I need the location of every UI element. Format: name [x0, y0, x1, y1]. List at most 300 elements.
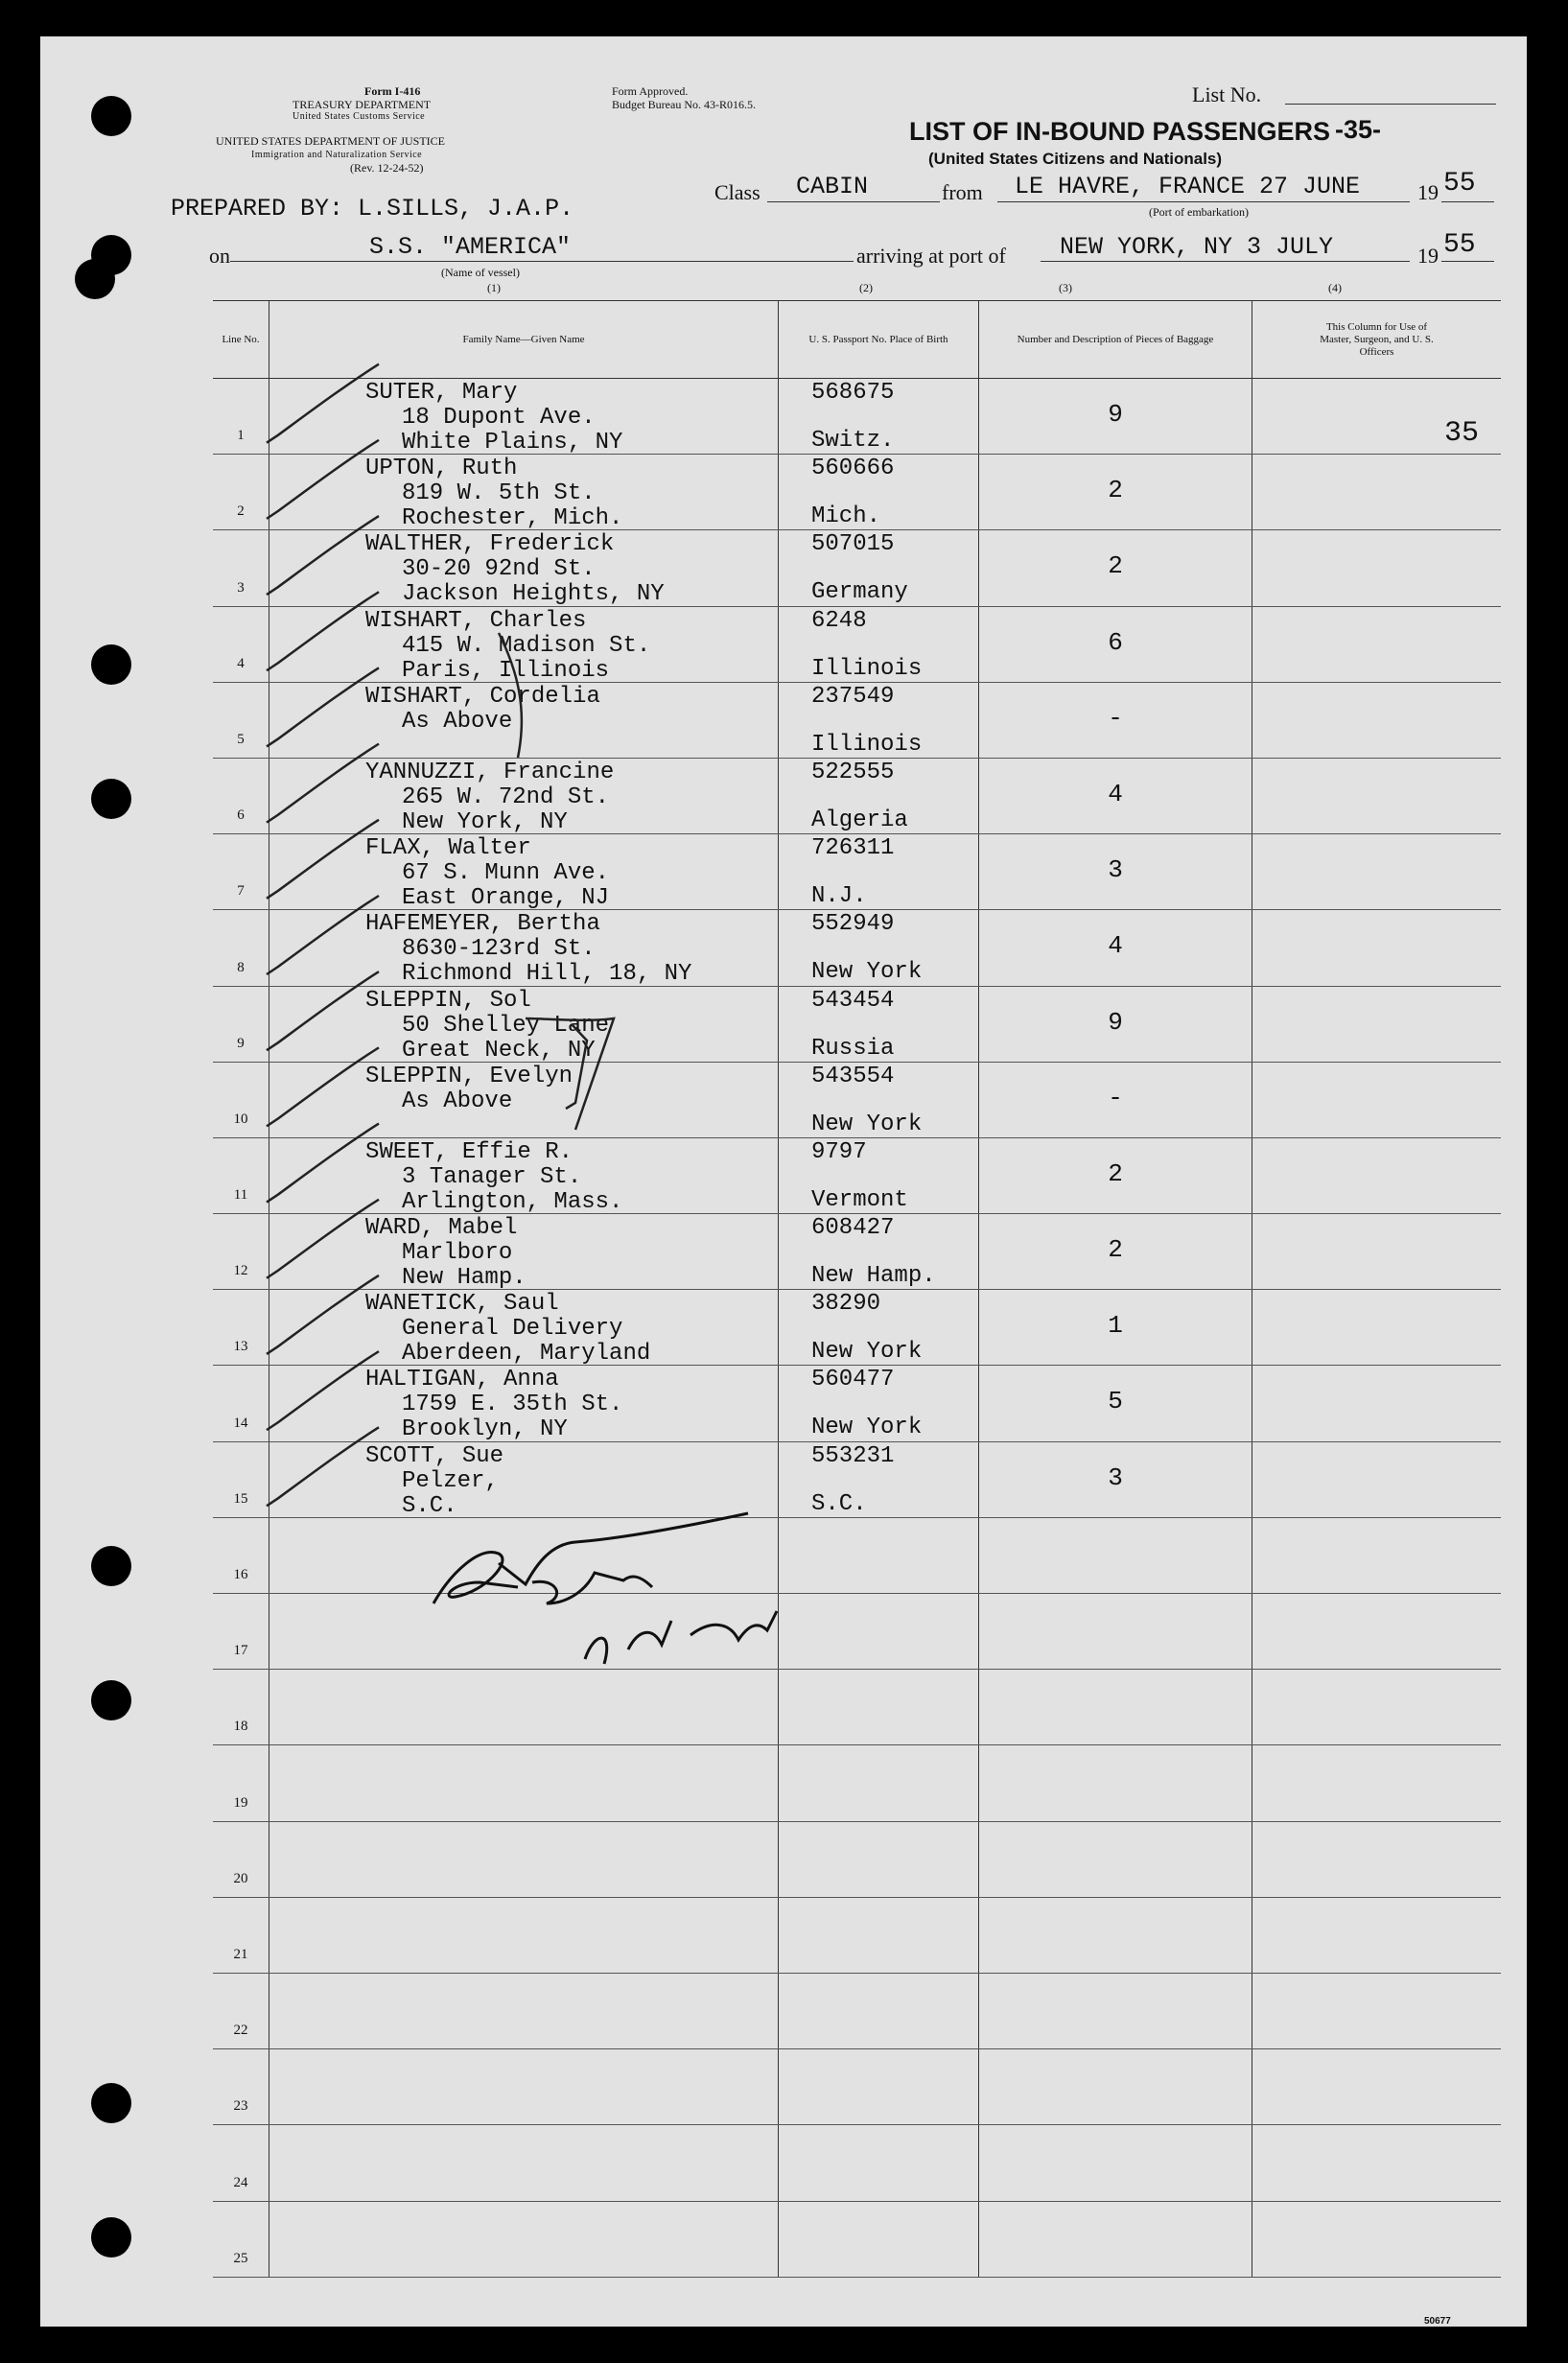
- from-label: from: [942, 180, 983, 204]
- baggage-cell: [979, 1973, 1252, 2048]
- name-cell: [269, 1214, 779, 1290]
- baggage-count: 4: [1108, 931, 1123, 961]
- col-header-name: Family Name—Given Name: [269, 301, 779, 379]
- passport-entry: [811, 1442, 895, 1517]
- name-cell: [269, 1670, 779, 1745]
- line-number: 4: [237, 655, 245, 671]
- line-number-cell: [213, 2125, 269, 2201]
- table-row: [213, 910, 1501, 986]
- table-row: [213, 379, 1501, 455]
- address-line-2: Brooklyn, NY: [402, 1416, 568, 1443]
- place-of-birth: New York: [811, 1415, 923, 1441]
- passenger-name: UPTON, Ruth: [365, 456, 518, 482]
- address-line-2: New York, NY: [402, 808, 568, 835]
- line-number: 18: [233, 1719, 248, 1735]
- baggage-cell: [979, 1441, 1252, 1517]
- line-number-cell: [213, 1670, 269, 1745]
- line-number: 8: [237, 959, 245, 975]
- passport-cell: [779, 834, 979, 910]
- baggage-count: 6: [1108, 627, 1123, 657]
- col-header-baggage: Number and Description of Pieces of Baggage: [979, 301, 1252, 379]
- officer-use-cell: [1252, 758, 1502, 833]
- passenger-entry: [365, 912, 691, 987]
- passport-entry: [811, 1367, 923, 1441]
- passenger-name: FLAX, Walter: [365, 835, 531, 862]
- baggage-cell: [979, 455, 1252, 530]
- passport-cell: [779, 986, 979, 1062]
- line-number: 11: [233, 1187, 248, 1204]
- passport-cell: [779, 1137, 979, 1213]
- table-row: [213, 1821, 1501, 1897]
- line-number: 17: [233, 1643, 248, 1659]
- passport-entry: [811, 911, 923, 986]
- embark-year: 55: [1443, 169, 1476, 199]
- passport-entry: [811, 683, 923, 758]
- place-of-birth: Algeria: [811, 807, 908, 833]
- line-number: 6: [237, 807, 245, 824]
- passport-cell: [779, 758, 979, 833]
- name-cell: [269, 986, 779, 1062]
- name-cell: [269, 1897, 779, 1973]
- name-cell: [269, 1821, 779, 1897]
- year-prefix: 19: [1417, 180, 1439, 204]
- page-title: LIST OF IN-BOUND PASSENGERS: [909, 117, 1331, 146]
- address-line-1: 30-20 92nd St.: [402, 556, 596, 583]
- name-cell: [269, 2049, 779, 2125]
- name-cell: [269, 1441, 779, 1517]
- address-line-1: 415 W. Madison St.: [402, 632, 651, 659]
- line-number: 7: [237, 883, 245, 900]
- punch-hole: [91, 779, 131, 819]
- address-line-1: General Delivery: [402, 1316, 623, 1343]
- treasury-dept: TREASURY DEPARTMENT: [293, 98, 432, 111]
- baggage-count: 2: [1108, 476, 1123, 505]
- baggage-count: 3: [1108, 1462, 1123, 1492]
- baggage-cell: [979, 1137, 1252, 1213]
- officer-use-cell: [1252, 1897, 1502, 1973]
- name-cell: [269, 910, 779, 986]
- table-row: [213, 834, 1501, 910]
- place-of-birth: N.J.: [811, 883, 867, 910]
- passport-cell: [779, 530, 979, 606]
- place-of-birth: Illinois: [811, 655, 923, 682]
- punch-hole: [91, 1546, 131, 1586]
- passport-cell: [779, 379, 979, 455]
- name-cell: [269, 2201, 779, 2277]
- passenger-name: SLEPPIN, Evelyn: [365, 1063, 573, 1089]
- passenger-name: HALTIGAN, Anna: [365, 1367, 559, 1393]
- passport-entry: [811, 607, 923, 682]
- address-line-1: 18 Dupont Ave.: [402, 405, 596, 431]
- place-of-birth: Germany: [811, 579, 908, 606]
- table-row: [213, 455, 1501, 530]
- line-number-cell: [213, 1821, 269, 1897]
- table-row: [213, 1062, 1501, 1137]
- passenger-name: WISHART, Charles: [365, 607, 587, 634]
- line-number-cell: [213, 1517, 269, 1593]
- address-line-1: Marlboro: [402, 1240, 513, 1267]
- table-row: [213, 1517, 1501, 1593]
- line-number-cell: [213, 606, 269, 682]
- name-cell: [269, 1745, 779, 1821]
- table-row: [213, 758, 1501, 833]
- name-cell: [269, 1290, 779, 1366]
- address-line-1: 50 Shelley Lane: [402, 1012, 610, 1039]
- passport-entry: [811, 1138, 908, 1213]
- address-line-2: East Orange, NJ: [402, 885, 610, 912]
- line-number-cell: [213, 1897, 269, 1973]
- justice-dept: UNITED STATES DEPARTMENT OF JUSTICE: [216, 134, 446, 148]
- passport-cell: [779, 1670, 979, 1745]
- table-row: [213, 682, 1501, 758]
- line-number: 14: [233, 1415, 248, 1431]
- passport-number: 560666: [811, 456, 895, 482]
- passenger-entry: [365, 1368, 622, 1442]
- line-number: 22: [233, 2023, 248, 2039]
- officer-use-cell: [1252, 1062, 1502, 1137]
- passport-cell: [779, 455, 979, 530]
- officer-use-cell: [1252, 530, 1502, 606]
- address-line-2: Arlington, Mass.: [402, 1188, 623, 1215]
- baggage-count: 1: [1108, 1311, 1123, 1341]
- table-row: [213, 1366, 1501, 1441]
- baggage-count: 9: [1108, 400, 1123, 429]
- line-number: 15: [233, 1490, 248, 1507]
- officer-use-cell: [1252, 682, 1502, 758]
- address-line-2: Great Neck, NY: [402, 1037, 596, 1064]
- baggage-cell: [979, 1214, 1252, 1290]
- baggage-count: 2: [1108, 1235, 1123, 1265]
- form-number: Form I-416: [364, 84, 421, 98]
- passport-cell: [779, 1745, 979, 1821]
- baggage-count: -: [1108, 1083, 1123, 1112]
- revision-date: (Rev. 12-24-52): [350, 161, 424, 175]
- passport-number: 726311: [811, 835, 895, 862]
- passport-number: 507015: [811, 531, 895, 558]
- name-cell: [269, 606, 779, 682]
- line-number-cell: [213, 2049, 269, 2125]
- line-number-cell: [213, 1137, 269, 1213]
- baggage-cell: [979, 682, 1252, 758]
- table-row: [213, 1973, 1501, 2048]
- officer-use-cell: [1252, 1441, 1502, 1517]
- baggage-cell: [979, 834, 1252, 910]
- place-of-birth: New York: [811, 959, 923, 986]
- address-line-1: 1759 E. 35th St.: [402, 1392, 623, 1418]
- baggage-count: 3: [1108, 855, 1123, 885]
- table-row: [213, 2125, 1501, 2201]
- line-number-cell: [213, 2201, 269, 2277]
- table-row: [213, 1137, 1501, 1213]
- line-number: 16: [233, 1567, 248, 1582]
- name-cell: [269, 834, 779, 910]
- passenger-name: WANETICK, Saul: [365, 1291, 559, 1318]
- officer-notation: 35: [1444, 417, 1480, 450]
- baggage-cell: [979, 1062, 1252, 1137]
- officer-use-cell: [1252, 1366, 1502, 1441]
- table-row: [213, 1290, 1501, 1366]
- line-number: 24: [233, 2174, 248, 2190]
- officer-use-cell: [1252, 2201, 1502, 2277]
- passport-number: 553231: [811, 1442, 895, 1469]
- address-line-2: New Hamp.: [402, 1265, 527, 1292]
- passport-cell: [779, 682, 979, 758]
- col-1-number: (1): [487, 281, 501, 294]
- passenger-entry: [365, 609, 650, 684]
- passport-cell: [779, 1594, 979, 1670]
- line-number: 1: [237, 428, 245, 444]
- address-line-2: Paris, Illinois: [402, 657, 610, 684]
- form-code: 50677: [1424, 2316, 1451, 2327]
- passenger-name: SLEPPIN, Sol: [365, 987, 531, 1014]
- passenger-entry: [365, 1065, 573, 1114]
- baggage-count: 2: [1108, 1158, 1123, 1188]
- line-number-cell: [213, 1594, 269, 1670]
- address-line-1: As Above: [402, 1088, 513, 1114]
- officer-use-cell: [1252, 1517, 1502, 1593]
- address-line-2: S.C.: [402, 1492, 457, 1519]
- table-row: [213, 530, 1501, 606]
- col-4-number: (4): [1328, 281, 1342, 294]
- line-number: 12: [233, 1263, 248, 1279]
- baggage-cell: [979, 606, 1252, 682]
- passenger-name: WALTHER, Frederick: [365, 531, 615, 558]
- baggage-cell: [979, 1745, 1252, 1821]
- officer-use-cell: [1252, 986, 1502, 1062]
- table-row: [213, 1897, 1501, 1973]
- place-of-birth: S.C.: [811, 1490, 867, 1517]
- passenger-name: WARD, Mabel: [365, 1215, 518, 1242]
- baggage-cell: [979, 2201, 1252, 2277]
- passenger-entry: [365, 685, 600, 735]
- name-cell: [269, 1062, 779, 1137]
- inspection-service: Immigration and Naturalization Service: [251, 150, 423, 160]
- line-number: 3: [237, 579, 245, 596]
- baggage-cell: [979, 758, 1252, 833]
- line-number-cell: [213, 1441, 269, 1517]
- address-line-2: Aberdeen, Maryland: [402, 1341, 651, 1368]
- baggage-cell: [979, 1670, 1252, 1745]
- address-line-1: 3 Tanager St.: [402, 1163, 582, 1190]
- on-label: on: [209, 244, 230, 268]
- officer-use-cell: [1252, 910, 1502, 986]
- line-number: 13: [233, 1339, 248, 1355]
- baggage-cell: [979, 530, 1252, 606]
- passport-cell: [779, 910, 979, 986]
- passport-entry: [811, 987, 895, 1062]
- address-line-2: Rochester, Mich.: [402, 505, 623, 532]
- punch-hole: [91, 2083, 131, 2123]
- passenger-entry: [365, 989, 609, 1064]
- name-cell: [269, 682, 779, 758]
- name-cell: [269, 1973, 779, 2048]
- line-number-cell: [213, 530, 269, 606]
- baggage-cell: [979, 1897, 1252, 1973]
- passenger-name: SWEET, Effie R.: [365, 1138, 573, 1165]
- passport-cell: [779, 1517, 979, 1593]
- passport-number: 608427: [811, 1215, 895, 1242]
- line-number-cell: [213, 758, 269, 833]
- passenger-table: [213, 300, 1501, 2278]
- punch-hole: [91, 96, 131, 136]
- baggage-cell: [979, 379, 1252, 455]
- port-embark-note: (Port of embarkation): [1149, 205, 1249, 219]
- year-prefix-arrival: 19: [1417, 244, 1439, 268]
- passport-number: 543554: [811, 1063, 895, 1089]
- baggage-count: 5: [1108, 1387, 1123, 1416]
- officer-use-cell: [1252, 606, 1502, 682]
- passport-entry: [811, 835, 895, 910]
- passport-number: 522555: [811, 759, 895, 785]
- passenger-entry: [365, 836, 609, 911]
- baggage-cell: [979, 1517, 1252, 1593]
- passport-number: 237549: [811, 683, 895, 710]
- passport-cell: [779, 1290, 979, 1366]
- line-number-cell: [213, 910, 269, 986]
- passport-cell: [779, 2125, 979, 2201]
- address-line-1: 819 W. 5th St.: [402, 480, 596, 507]
- col-header-line-no: Line No.: [213, 301, 269, 379]
- passenger-name: SUTER, Mary: [365, 380, 518, 406]
- passport-number: 9797: [811, 1138, 867, 1165]
- line-number: 19: [233, 1794, 248, 1811]
- passport-cell: [779, 2049, 979, 2125]
- passenger-entry: [365, 1216, 527, 1291]
- table-row: [213, 1214, 1501, 1290]
- punch-hole: [75, 259, 115, 299]
- passenger-entry: [365, 532, 665, 607]
- passenger-entry: [365, 381, 622, 456]
- passport-entry: [811, 759, 908, 833]
- passport-cell: [779, 1062, 979, 1137]
- place-of-birth: Russia: [811, 1035, 895, 1062]
- line-number: 10: [233, 1111, 248, 1127]
- name-cell: [269, 2125, 779, 2201]
- name-cell: [269, 1137, 779, 1213]
- passenger-name: SCOTT, Sue: [365, 1442, 504, 1469]
- vessel-note: (Name of vessel): [441, 266, 520, 279]
- class-value: CABIN: [796, 173, 869, 200]
- line-number: 9: [237, 1035, 245, 1051]
- page-subtitle: (United States Citizens and Nationals): [928, 150, 1223, 168]
- address-line-2: Jackson Heights, NY: [402, 581, 665, 608]
- place-of-birth: New Hamp.: [811, 1263, 936, 1290]
- officer-use-cell: [1252, 1290, 1502, 1366]
- name-cell: [269, 1517, 779, 1593]
- passport-cell: [779, 1441, 979, 1517]
- officer-use-cell: [1252, 2049, 1502, 2125]
- address-line-1: 67 S. Munn Ave.: [402, 860, 610, 887]
- embarkation-value: LE HAVRE, FRANCE 27 JUNE: [1015, 173, 1361, 200]
- place-of-birth: Switz.: [811, 428, 895, 454]
- passport-cell: [779, 1214, 979, 1290]
- table-row: [213, 2201, 1501, 2277]
- punch-hole: [91, 1680, 131, 1720]
- punch-hole: [91, 2217, 131, 2258]
- passenger-entry: [365, 1140, 622, 1215]
- address-line-1: Pelzer,: [402, 1467, 499, 1494]
- passenger-entry: [365, 1292, 650, 1367]
- arrival-value: NEW YORK, NY 3 JULY: [1060, 233, 1334, 261]
- passport-cell: [779, 606, 979, 682]
- place-of-birth: New York: [811, 1111, 923, 1137]
- name-cell: [269, 379, 779, 455]
- officer-use-cell: [1252, 1973, 1502, 2048]
- class-label: Class: [714, 180, 761, 204]
- officer-use-cell: [1252, 2125, 1502, 2201]
- place-of-birth: New York: [811, 1339, 923, 1366]
- passport-number: 568675: [811, 380, 895, 406]
- name-cell: [269, 1366, 779, 1441]
- table-row: [213, 606, 1501, 682]
- line-number: 23: [233, 2098, 248, 2115]
- page-mark: -35-: [1335, 115, 1382, 144]
- line-number-cell: [213, 682, 269, 758]
- passport-number: 552949: [811, 911, 895, 938]
- officer-use-cell: [1252, 1594, 1502, 1670]
- vessel-name: S.S. "AMERICA": [369, 233, 572, 261]
- line-number-cell: [213, 455, 269, 530]
- table-row: [213, 1441, 1501, 1517]
- baggage-cell: [979, 1594, 1252, 1670]
- baggage-cell: [979, 1366, 1252, 1441]
- place-of-birth: Illinois: [811, 731, 923, 758]
- passport-cell: [779, 2201, 979, 2277]
- passenger-name: HAFEMEYER, Bertha: [365, 911, 600, 938]
- line-number: 5: [237, 731, 245, 747]
- passenger-entry: [365, 1444, 503, 1519]
- line-number-cell: [213, 379, 269, 455]
- place-of-birth: Mich.: [811, 503, 881, 530]
- table-row: [213, 2049, 1501, 2125]
- passport-number: 38290: [811, 1291, 881, 1318]
- line-number-cell: [213, 1290, 269, 1366]
- passenger-rows: [213, 379, 1501, 2278]
- line-number-cell: [213, 1062, 269, 1137]
- passport-cell: [779, 1821, 979, 1897]
- line-number: 25: [233, 2250, 248, 2266]
- address-line-1: 265 W. 72nd St.: [402, 784, 610, 810]
- passport-entry: [811, 1291, 923, 1366]
- passport-number: 543454: [811, 987, 895, 1014]
- punch-hole: [91, 644, 131, 685]
- baggage-count: 2: [1108, 551, 1123, 581]
- address-line-2: Richmond Hill, 18, NY: [402, 961, 692, 988]
- passport-entry: [811, 1063, 923, 1137]
- baggage-cell: [979, 910, 1252, 986]
- table-row: [213, 986, 1501, 1062]
- officer-use-cell: [1252, 1670, 1502, 1745]
- address-line-1: As Above: [402, 708, 513, 735]
- line-number: 20: [233, 1870, 248, 1886]
- table-row: [213, 1745, 1501, 1821]
- name-cell: [269, 455, 779, 530]
- name-cell: [269, 758, 779, 833]
- passport-entry: [811, 1215, 936, 1290]
- line-number-cell: [213, 1214, 269, 1290]
- officer-use-cell: [1252, 1137, 1502, 1213]
- line-number-cell: [213, 1366, 269, 1441]
- list-no-label: List No.: [1192, 82, 1262, 106]
- passport-entry: [811, 456, 895, 530]
- passport-number: 560477: [811, 1367, 895, 1393]
- baggage-cell: [979, 2125, 1252, 2201]
- line-number-cell: [213, 834, 269, 910]
- officer-use-cell: [1252, 1821, 1502, 1897]
- passenger-entry: [365, 760, 614, 835]
- line-number-cell: [213, 986, 269, 1062]
- passenger-entry: [365, 456, 622, 531]
